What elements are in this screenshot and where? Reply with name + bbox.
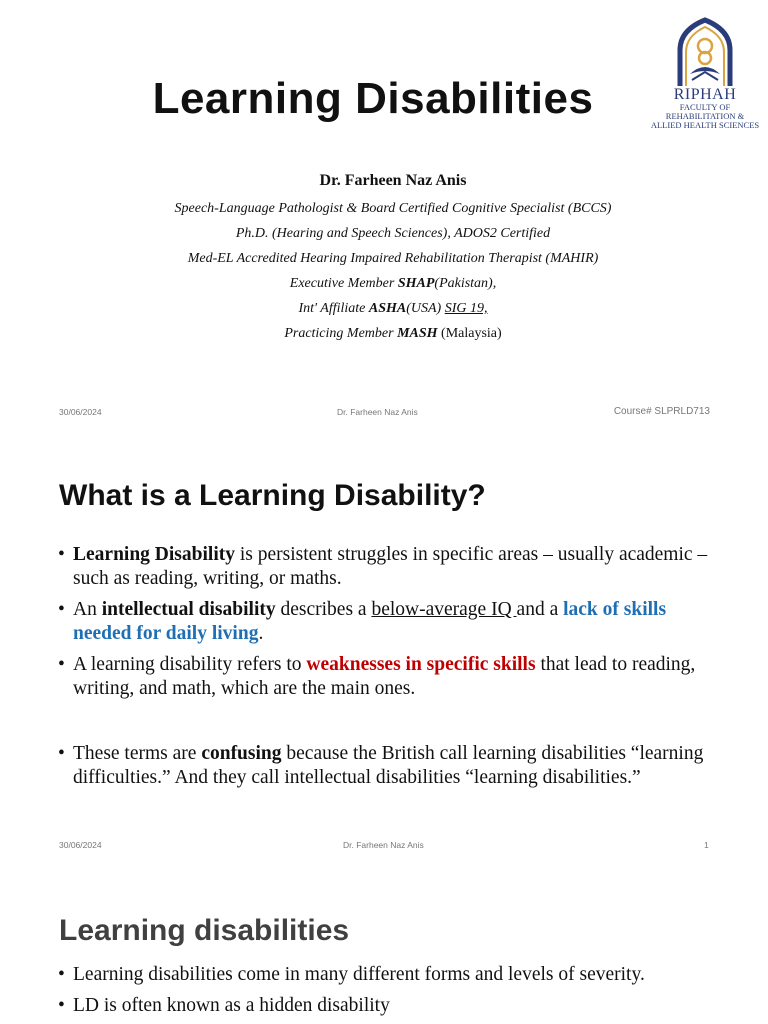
credential-org: ASHA (368, 301, 407, 316)
footer-date: 30/06/2024 (59, 407, 102, 417)
footer-page-number: 1 (704, 840, 709, 850)
slide-learning-disabilities (0, 864, 768, 1024)
credential-org: MASH (397, 326, 438, 341)
term-bold: confusing (201, 743, 282, 764)
sig19-link[interactable]: SIG 19, (444, 301, 488, 316)
slide-title (0, 0, 768, 432)
credential-line (0, 276, 768, 292)
bullet-text: is persistent struggles in specific areas – usually academic – such as reading, writing, or maths. (73, 544, 708, 589)
bullet-text: that lead to reading, writing, and math, which are the main ones. (73, 654, 696, 699)
credential-line: Speech-Language Pathologist & Board Certified Cognitive Specialist (BCCS) (174, 201, 612, 216)
credential-text: Int' Affiliate (298, 301, 369, 316)
credential-line: Ph.D. (Hearing and Speech Sciences), ADOS2 Certified (235, 226, 551, 241)
footer-course: Course# SLPRLD713 (613, 406, 710, 417)
credential-line (0, 326, 768, 342)
credential-text: (USA) (406, 301, 445, 316)
footer-date: 30/06/2024 (59, 840, 102, 850)
logo-faculty-line: FACULTY OF (679, 102, 731, 112)
logo-rehab-line: REHABILITATION & (665, 111, 745, 121)
credential-line (0, 301, 768, 317)
credential-line: Med-EL Accredited Hearing Impaired Rehabilitation Therapist (MAHIR) (187, 251, 599, 266)
riphah-emblem-icon (646, 16, 764, 88)
list-item (58, 653, 718, 701)
bullet-text: These terms are (73, 743, 202, 764)
bullet-list (58, 963, 718, 1018)
list-item (58, 543, 718, 591)
footer-author: Dr. Farheen Naz Anis (343, 840, 424, 850)
highlight-red: weaknesses in specific skills (306, 654, 536, 675)
credential-text: Practicing Member (284, 326, 398, 341)
credential-text: Executive Member (289, 276, 398, 291)
credential-text: (Malaysia) (437, 326, 502, 341)
credential-org: SHAP (397, 276, 435, 291)
slide-title-heading: Learning Disabilities (152, 74, 594, 123)
list-item (58, 742, 718, 790)
slide-definition (0, 432, 768, 864)
bullet-text: LD is often known as a hidden disability (73, 995, 390, 1016)
footer-author: Dr. Farheen Naz Anis (337, 407, 418, 417)
bullet-list (58, 543, 718, 790)
term-bold: Learning Disability (73, 544, 235, 565)
underlined-text: below-average IQ (371, 599, 517, 620)
bullet-text: because the British call learning disabilities “learning difficulties.” And they call intellectual disabilities “learning disabilities.” (73, 743, 704, 788)
bullet-text: An (73, 599, 102, 620)
bullet-text: describes a (275, 599, 372, 620)
logo-name: RIPHAH (673, 86, 737, 103)
credential-text: (Pakistan), (434, 276, 497, 291)
riphah-logo (646, 16, 764, 134)
slide-heading: Learning disabilities (59, 914, 350, 947)
author-name: Dr. Farheen Naz Anis (319, 172, 467, 189)
highlight-blue: lack of skills needed for daily living (73, 599, 667, 644)
logo-ahs-line: ALLIED HEALTH SCIENCES (650, 120, 760, 130)
bullet-text: . (258, 623, 264, 644)
slide-heading: What is a Learning Disability? (59, 479, 486, 512)
bullet-text: Learning disabilities come in many different forms and levels of severity. (73, 964, 645, 985)
bullet-text: and a (516, 599, 564, 620)
list-item (58, 994, 718, 1018)
list-item (58, 963, 718, 987)
term-bold: intellectual disability (101, 599, 276, 620)
list-item (58, 598, 718, 646)
bullet-text: A learning disability refers to (73, 654, 307, 675)
